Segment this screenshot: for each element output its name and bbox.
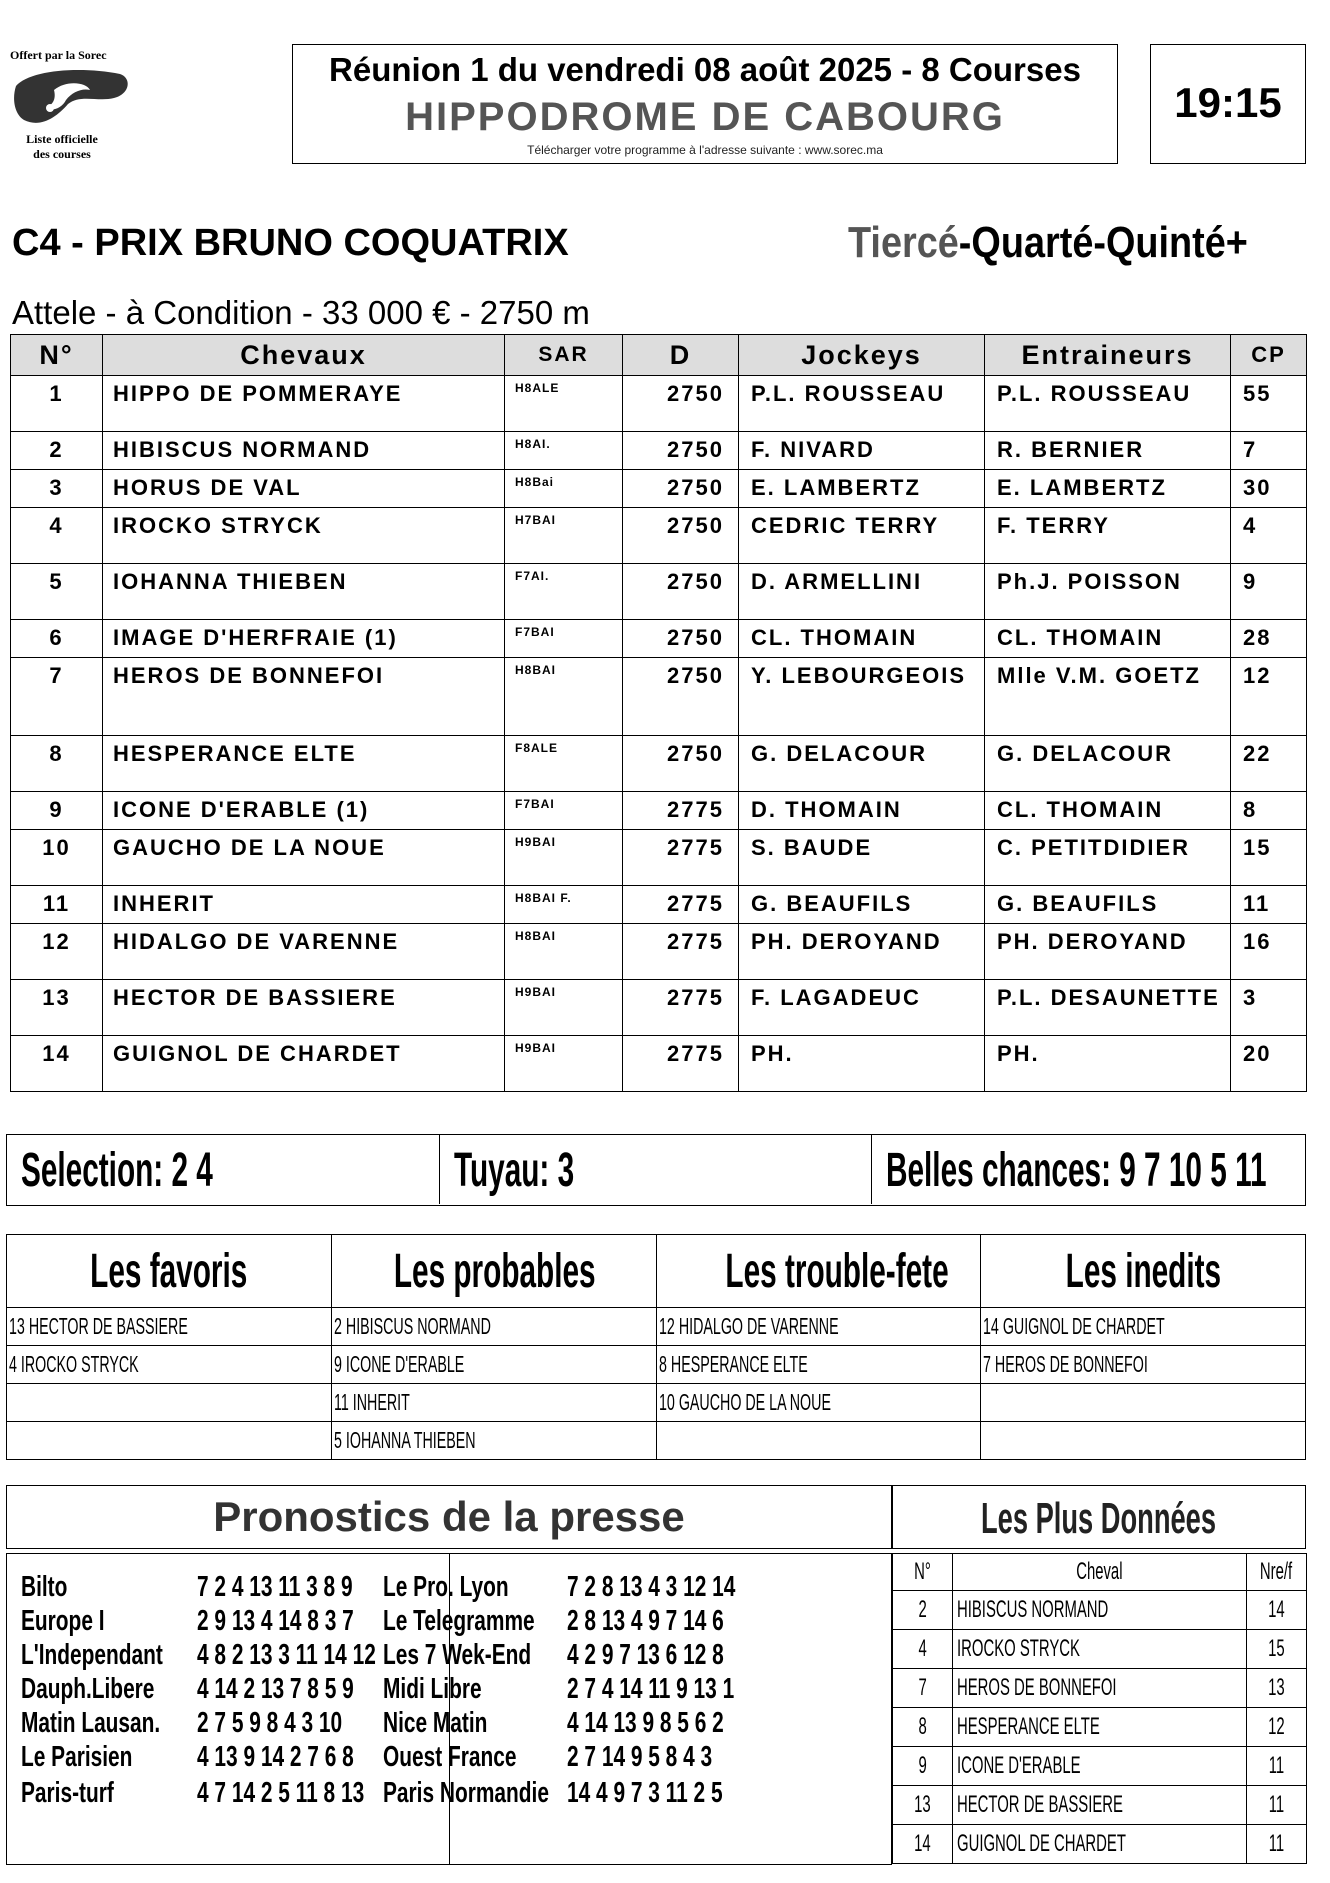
category-cell <box>7 1308 332 1346</box>
runner-row <box>11 886 1307 924</box>
plus-count: 11 <box>1247 1825 1307 1864</box>
press-forecasts <box>6 1553 892 1865</box>
press-source: Europe I <box>21 1605 105 1637</box>
runner-trainer: Mlle V.M. GOETZ <box>985 658 1231 736</box>
category-cell <box>331 1384 656 1422</box>
runner-distance: 2775 <box>623 980 739 1036</box>
runner-distance: 2750 <box>623 736 739 792</box>
runner-horse: GUIGNOL DE CHARDET <box>103 1036 505 1092</box>
plus-count: 14 <box>1247 1591 1307 1630</box>
race-conditions: Attele - à Condition - 33 000 € - 2750 m <box>12 294 590 331</box>
runner-cp: 20 <box>1231 1036 1307 1092</box>
runner-row <box>11 432 1307 470</box>
press-picks: 4 7 14 2 5 11 8 13 <box>197 1777 365 1809</box>
press-picks: 4 8 2 13 3 11 14 12 <box>197 1639 376 1671</box>
runner-cp: 55 <box>1231 376 1307 432</box>
runner-row <box>11 620 1307 658</box>
category-entry: 7 HEROS DE BONNEFOI <box>983 1351 1149 1377</box>
runner-distance: 2750 <box>623 620 739 658</box>
runner-trainer: Ph.J. POISSON <box>985 564 1231 620</box>
runner-trainer: P.L. ROUSSEAU <box>985 376 1231 432</box>
header-favoris: Les favoris <box>7 1235 332 1308</box>
category-cell <box>7 1346 332 1384</box>
runner-distance: 2750 <box>623 432 739 470</box>
header-number: N° <box>11 335 103 376</box>
runners-body <box>11 376 1307 1092</box>
runner-sar: F8ALE <box>505 736 623 792</box>
runner-jockey: PH. <box>739 1036 985 1092</box>
runner-number: 5 <box>11 564 103 620</box>
runner-distance: 2750 <box>623 470 739 508</box>
category-cell <box>981 1308 1306 1346</box>
plus-count: 11 <box>1247 1747 1307 1786</box>
press-source: Le Pro. Lyon <box>383 1571 509 1603</box>
category-cell <box>656 1422 981 1460</box>
header-sar: SAR <box>505 335 623 376</box>
category-row <box>7 1308 1306 1346</box>
plus-count: 13 <box>1247 1669 1307 1708</box>
logo-offered-text: Offert par la Sorec <box>10 48 107 62</box>
category-entry: 14 GUIGNOL DE CHARDET <box>983 1313 1165 1339</box>
runner-distance: 2775 <box>623 1036 739 1092</box>
press-picks: 2 9 13 4 14 8 3 7 <box>197 1605 354 1637</box>
runner-sar: H8BAI <box>505 658 623 736</box>
header-trouble-fete: Les trouble-fete <box>656 1235 981 1308</box>
runner-row <box>11 658 1307 736</box>
plus-body <box>893 1591 1307 1864</box>
category-entry: 9 ICONE D'ERABLE <box>333 1351 465 1377</box>
plus-row <box>893 1708 1307 1747</box>
tuyau-cell <box>440 1135 872 1204</box>
runner-row <box>11 470 1307 508</box>
runner-cp: 15 <box>1231 830 1307 886</box>
runner-number: 1 <box>11 376 103 432</box>
plus-row <box>893 1591 1307 1630</box>
header-trainers: Entraineurs <box>985 335 1231 376</box>
plus-row <box>893 1786 1307 1825</box>
plus-row <box>893 1825 1307 1864</box>
selection-cell <box>7 1135 440 1204</box>
runner-cp: 22 <box>1231 736 1307 792</box>
category-cell <box>656 1384 981 1422</box>
categories-body <box>7 1308 1306 1460</box>
runner-horse: ICONE D'ERABLE (1) <box>103 792 505 830</box>
runner-distance: 2750 <box>623 564 739 620</box>
category-cell <box>981 1384 1306 1422</box>
press-picks: 4 2 9 7 13 6 12 8 <box>567 1639 724 1671</box>
logo-caption <box>6 132 118 162</box>
sorec-logo <box>6 46 134 164</box>
categories-table <box>6 1234 1306 1460</box>
category-cell <box>981 1346 1306 1384</box>
logo-caption-line1: Liste officielle <box>26 132 98 146</box>
plus-row <box>893 1747 1307 1786</box>
runner-trainer: G. DELACOUR <box>985 736 1231 792</box>
race-title: C4 - PRIX BRUNO COQUATRIX <box>12 222 569 264</box>
runner-sar: H9BAI <box>505 830 623 886</box>
category-entry: 11 INHERIT <box>333 1389 410 1415</box>
header-inedits: Les inedits <box>981 1235 1306 1308</box>
press-source: L'Independant <box>21 1639 163 1671</box>
runner-cp: 3 <box>1231 980 1307 1036</box>
plus-row <box>893 1669 1307 1708</box>
runner-horse: IROCKO STRYCK <box>103 508 505 564</box>
race-time: 19:15 <box>1150 44 1306 164</box>
category-cell <box>7 1422 332 1460</box>
runner-row <box>11 980 1307 1036</box>
runner-distance: 2775 <box>623 924 739 980</box>
runner-trainer: PH. DEROYAND <box>985 924 1231 980</box>
press-source: Paris-turf <box>21 1777 114 1809</box>
category-cell <box>331 1308 656 1346</box>
runner-trainer: CL. THOMAIN <box>985 792 1231 830</box>
runner-number: 3 <box>11 470 103 508</box>
runners-table <box>10 334 1307 1092</box>
press-picks: 2 7 4 14 11 9 13 1 <box>567 1673 735 1705</box>
category-cell <box>331 1346 656 1384</box>
table-header-row <box>11 335 1307 376</box>
runner-sar: H9BAI <box>505 980 623 1036</box>
plus-count: 15 <box>1247 1630 1307 1669</box>
runner-sar: H8ALE <box>505 376 623 432</box>
category-cell <box>656 1308 981 1346</box>
runner-distance: 2775 <box>623 792 739 830</box>
category-cell <box>331 1422 656 1460</box>
runner-trainer: R. BERNIER <box>985 432 1231 470</box>
runner-jockey: D. THOMAIN <box>739 792 985 830</box>
runner-number: 6 <box>11 620 103 658</box>
plus-row <box>893 1630 1307 1669</box>
press-source: Le Parisien <box>21 1741 133 1773</box>
runner-jockey: G. BEAUFILS <box>739 886 985 924</box>
press-picks: 14 4 9 7 3 11 2 5 <box>567 1777 723 1809</box>
runner-horse: HECTOR DE BASSIERE <box>103 980 505 1036</box>
download-note: Télécharger votre programme à l'adresse suivante : www.sorec.ma <box>527 143 883 157</box>
horse-head-logo-icon <box>10 64 132 132</box>
runner-jockey: PH. DEROYAND <box>739 924 985 980</box>
plus-number: 4 <box>893 1630 953 1669</box>
runner-horse: INHERIT <box>103 886 505 924</box>
selection-text: Selection: 2 4 <box>21 1144 213 1197</box>
press-source: Midi Libre <box>383 1673 482 1705</box>
plus-donnees-table <box>892 1553 1307 1864</box>
press-source: Paris Normandie <box>383 1777 549 1809</box>
plus-header-number: N° <box>893 1554 953 1591</box>
runner-trainer: P.L. DESAUNETTE <box>985 980 1231 1036</box>
header-probables: Les probables <box>331 1235 656 1308</box>
belles-chances-cell <box>872 1135 1304 1204</box>
runner-trainer: PH. <box>985 1036 1231 1092</box>
runner-jockey: P.L. ROUSSEAU <box>739 376 985 432</box>
runner-sar: H8Bai <box>505 470 623 508</box>
runner-number: 9 <box>11 792 103 830</box>
runner-cp: 8 <box>1231 792 1307 830</box>
category-row <box>7 1346 1306 1384</box>
runner-cp: 7 <box>1231 432 1307 470</box>
category-row <box>7 1384 1306 1422</box>
runner-cp: 28 <box>1231 620 1307 658</box>
runner-cp: 12 <box>1231 658 1307 736</box>
header-jockeys: Jockeys <box>739 335 985 376</box>
plus-horse: HEROS DE BONNEFOI <box>953 1669 1247 1708</box>
runner-jockey: F. LAGADEUC <box>739 980 985 1036</box>
runner-jockey: CEDRIC TERRY <box>739 508 985 564</box>
press-picks: 2 7 14 9 5 8 4 3 <box>567 1741 713 1773</box>
plus-header-row <box>893 1554 1307 1591</box>
runner-number: 12 <box>11 924 103 980</box>
runner-sar: H9BAI <box>505 1036 623 1092</box>
runner-trainer: C. PETITDIDIER <box>985 830 1231 886</box>
press-source: Le Telegramme <box>383 1605 535 1637</box>
plus-number: 14 <box>893 1825 953 1864</box>
plus-donnees-title: Les Plus Données <box>892 1485 1306 1549</box>
runner-horse: HIPPO DE POMMERAYE <box>103 376 505 432</box>
runner-cp: 16 <box>1231 924 1307 980</box>
press-source: Matin Lausan. <box>21 1707 161 1739</box>
runner-number: 11 <box>11 886 103 924</box>
meeting-header <box>292 44 1118 164</box>
runner-distance: 2750 <box>623 658 739 736</box>
bet-type <box>848 218 1248 268</box>
plus-horse: HIBISCUS NORMAND <box>953 1591 1247 1630</box>
plus-number: 9 <box>893 1747 953 1786</box>
selection-bar <box>6 1134 1306 1206</box>
runner-horse: HESPERANCE ELTE <box>103 736 505 792</box>
tuyau-text: Tuyau: 3 <box>454 1144 575 1197</box>
plus-header-count: Nre/f <box>1247 1554 1307 1591</box>
runner-number: 10 <box>11 830 103 886</box>
runner-distance: 2775 <box>623 830 739 886</box>
runner-jockey: S. BAUDE <box>739 830 985 886</box>
runner-jockey: CL. THOMAIN <box>739 620 985 658</box>
runner-row <box>11 830 1307 886</box>
runner-number: 7 <box>11 658 103 736</box>
runner-number: 14 <box>11 1036 103 1092</box>
press-source: Les 7 Wek-End <box>383 1639 532 1671</box>
category-cell <box>981 1422 1306 1460</box>
plus-number: 8 <box>893 1708 953 1747</box>
runner-horse: HIDALGO DE VARENNE <box>103 924 505 980</box>
plus-horse: HECTOR DE BASSIERE <box>953 1786 1247 1825</box>
press-source: Bilto <box>21 1571 68 1603</box>
bet-type-rest: -Quarté-Quinté+ <box>958 218 1248 267</box>
press-title: Pronostics de la presse <box>6 1485 892 1549</box>
press-picks: 2 8 13 4 9 7 14 6 <box>567 1605 724 1637</box>
press-source: Dauph.Libere <box>21 1673 155 1705</box>
press-picks: 4 14 2 13 7 8 5 9 <box>197 1673 354 1705</box>
runner-number: 8 <box>11 736 103 792</box>
runner-sar: H8BAI <box>505 924 623 980</box>
runner-jockey: Y. LEBOURGEOIS <box>739 658 985 736</box>
header-distance: D <box>623 335 739 376</box>
plus-number: 7 <box>893 1669 953 1708</box>
plus-count: 11 <box>1247 1786 1307 1825</box>
meeting-line: Réunion 1 du vendredi 08 août 2025 - 8 Courses <box>329 51 1081 88</box>
category-row <box>7 1422 1306 1460</box>
runner-trainer: F. TERRY <box>985 508 1231 564</box>
runner-horse: HORUS DE VAL <box>103 470 505 508</box>
runner-distance: 2775 <box>623 886 739 924</box>
logo-caption-line2: des courses <box>33 147 91 161</box>
runner-sar: H7BAI <box>505 508 623 564</box>
runner-cp: 4 <box>1231 508 1307 564</box>
plus-header-horse: Cheval <box>953 1554 1247 1591</box>
plus-number: 13 <box>893 1786 953 1825</box>
press-picks: 2 7 5 9 8 4 3 10 <box>197 1707 343 1739</box>
belles-chances-text: Belles chances: 9 7 10 5 11 <box>886 1144 1267 1197</box>
runner-distance: 2750 <box>623 508 739 564</box>
category-entry: 13 HECTOR DE BASSIERE <box>9 1313 188 1339</box>
runner-row <box>11 508 1307 564</box>
category-entry: 8 HESPERANCE ELTE <box>658 1351 808 1377</box>
runner-cp: 11 <box>1231 886 1307 924</box>
runner-horse: IMAGE D'HERFRAIE (1) <box>103 620 505 658</box>
runner-sar: H8BAI F. <box>505 886 623 924</box>
plus-count: 12 <box>1247 1708 1307 1747</box>
runner-sar: F7AI. <box>505 564 623 620</box>
runner-jockey: D. ARMELLINI <box>739 564 985 620</box>
runner-row <box>11 792 1307 830</box>
press-picks: 4 14 13 9 8 5 6 2 <box>567 1707 724 1739</box>
category-entry: 4 IROCKO STRYCK <box>9 1351 139 1377</box>
runner-row <box>11 736 1307 792</box>
runner-row <box>11 1036 1307 1092</box>
runner-horse: HIBISCUS NORMAND <box>103 432 505 470</box>
runner-horse: GAUCHO DE LA NOUE <box>103 830 505 886</box>
category-entry: 12 HIDALGO DE VARENNE <box>658 1313 839 1339</box>
header-cp: CP <box>1231 335 1307 376</box>
runner-horse: HEROS DE BONNEFOI <box>103 658 505 736</box>
runner-trainer: E. LAMBERTZ <box>985 470 1231 508</box>
runner-trainer: CL. THOMAIN <box>985 620 1231 658</box>
runner-number: 2 <box>11 432 103 470</box>
runner-number: 4 <box>11 508 103 564</box>
runner-cp: 30 <box>1231 470 1307 508</box>
runner-row <box>11 924 1307 980</box>
category-cell <box>656 1346 981 1384</box>
runner-jockey: G. DELACOUR <box>739 736 985 792</box>
runner-number: 13 <box>11 980 103 1036</box>
runner-cp: 9 <box>1231 564 1307 620</box>
runner-jockey: E. LAMBERTZ <box>739 470 985 508</box>
categories-header-row <box>7 1235 1306 1308</box>
runner-sar: H8AI. <box>505 432 623 470</box>
category-entry: 10 GAUCHO DE LA NOUE <box>658 1389 831 1415</box>
venue-title: HIPPODROME DE CABOURG <box>405 95 1005 139</box>
runner-distance: 2750 <box>623 376 739 432</box>
plus-horse: GUIGNOL DE CHARDET <box>953 1825 1247 1864</box>
category-entry: 2 HIBISCUS NORMAND <box>333 1313 491 1339</box>
plus-horse: ICONE D'ERABLE <box>953 1747 1247 1786</box>
press-picks: 7 2 8 13 4 3 12 14 <box>567 1571 736 1603</box>
category-cell <box>7 1384 332 1422</box>
plus-number: 2 <box>893 1591 953 1630</box>
runner-sar: F7BAI <box>505 792 623 830</box>
runner-trainer: G. BEAUFILS <box>985 886 1231 924</box>
runner-sar: F7BAI <box>505 620 623 658</box>
plus-horse: IROCKO STRYCK <box>953 1630 1247 1669</box>
runner-jockey: F. NIVARD <box>739 432 985 470</box>
runner-row <box>11 564 1307 620</box>
bet-type-tierce: Tiercé <box>848 218 959 267</box>
plus-horse: HESPERANCE ELTE <box>953 1708 1247 1747</box>
press-source: Ouest France <box>383 1741 517 1773</box>
header-horses: Chevaux <box>103 335 505 376</box>
runner-horse: IOHANNA THIEBEN <box>103 564 505 620</box>
runner-row <box>11 376 1307 432</box>
press-source: Nice Matin <box>383 1707 488 1739</box>
category-entry: 5 IOHANNA THIEBEN <box>333 1427 476 1453</box>
press-picks: 4 13 9 14 2 7 6 8 <box>197 1741 354 1773</box>
press-picks: 7 2 4 13 11 3 8 9 <box>197 1571 353 1603</box>
